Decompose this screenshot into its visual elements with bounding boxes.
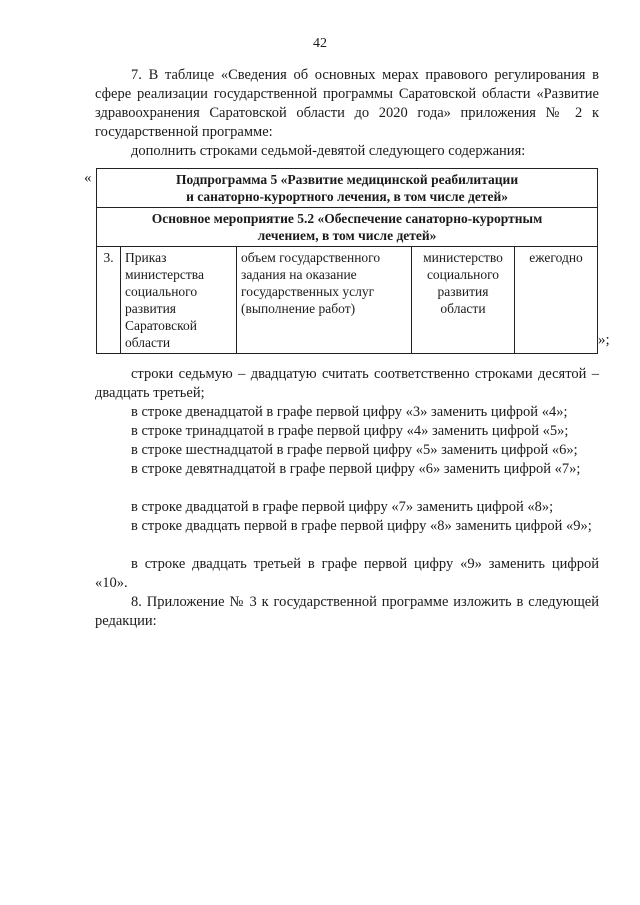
amendment-line-4: в строке шестнадцатой в графе первой цифру «5» заменить цифрой «6»; [131, 442, 578, 458]
amendment-line-2: в строке двенадцатой в графе первой цифру «3» заменить цифрой «4»; [131, 404, 568, 420]
amendment-line-1: строки седьмую – двадцатую считать соответственно строками десятой – двадцать третьей; [95, 366, 599, 401]
page-number: 42 [313, 36, 327, 51]
amendment-line-3: в строке тринадцатой в графе первой цифру «4» заменить цифрой «5»; [131, 423, 569, 439]
amendment-line-6: в строке двадцатой в графе первой цифру «7» заменить цифрой «8»; [131, 499, 554, 515]
row-number-cell: 3. [97, 247, 121, 354]
amendment-line-8: в строке двадцать третьей в графе первой цифру «9» заменить цифрой «10». [95, 556, 599, 591]
intro-paragraph: 7. В таблице «Сведения об основных мерах правового регулирования в сфере реализации государственной программы Саратовской области «Развитие здравоохранения Саратовской области до 2020 года» приложения № 2 к государственной программе: [95, 67, 599, 140]
amendment-line-9: 8. Приложение № 3 к государственной программе изложить в следующей редакции: [95, 594, 599, 629]
opening-quote: « [84, 170, 92, 186]
instruction-paragraph: дополнить строками седьмой-девятой следующего содержания: [131, 143, 526, 159]
closing-quote: »; [598, 332, 610, 348]
row-type-cell: Приказ министерства социального развития Саратовской области [121, 247, 237, 354]
measure-line-2: лечением, в том числе детей» [257, 228, 437, 243]
subprogram-row [97, 169, 598, 208]
measures-table [96, 168, 598, 354]
amendment-line-5: в строке девятнадцатой в графе первой цифру «6» заменить цифрой «7»; [131, 461, 581, 477]
row-executor-cell: министерство социального развития области [412, 247, 515, 354]
amendment-line-7: в строке двадцать первой в графе первой цифру «8» заменить цифрой «9»; [131, 518, 592, 534]
table-row [97, 247, 598, 354]
measure-line-1: Основное мероприятие 5.2 «Обеспечение санаторно-курортным [151, 211, 543, 226]
subprogram-line-2: и санаторно-курортного лечения, в том числе детей» [186, 189, 508, 204]
subprogram-header [97, 169, 598, 208]
measure-row [97, 208, 598, 247]
subprogram-line-1: Подпрограмма 5 «Развитие медицинской реабилитации [175, 172, 519, 187]
row-content-cell: объем государственного задания на оказание государственных услуг (выполнение работ) [237, 247, 412, 354]
row-term-cell: ежегодно [515, 247, 598, 354]
measure-header [97, 208, 598, 247]
